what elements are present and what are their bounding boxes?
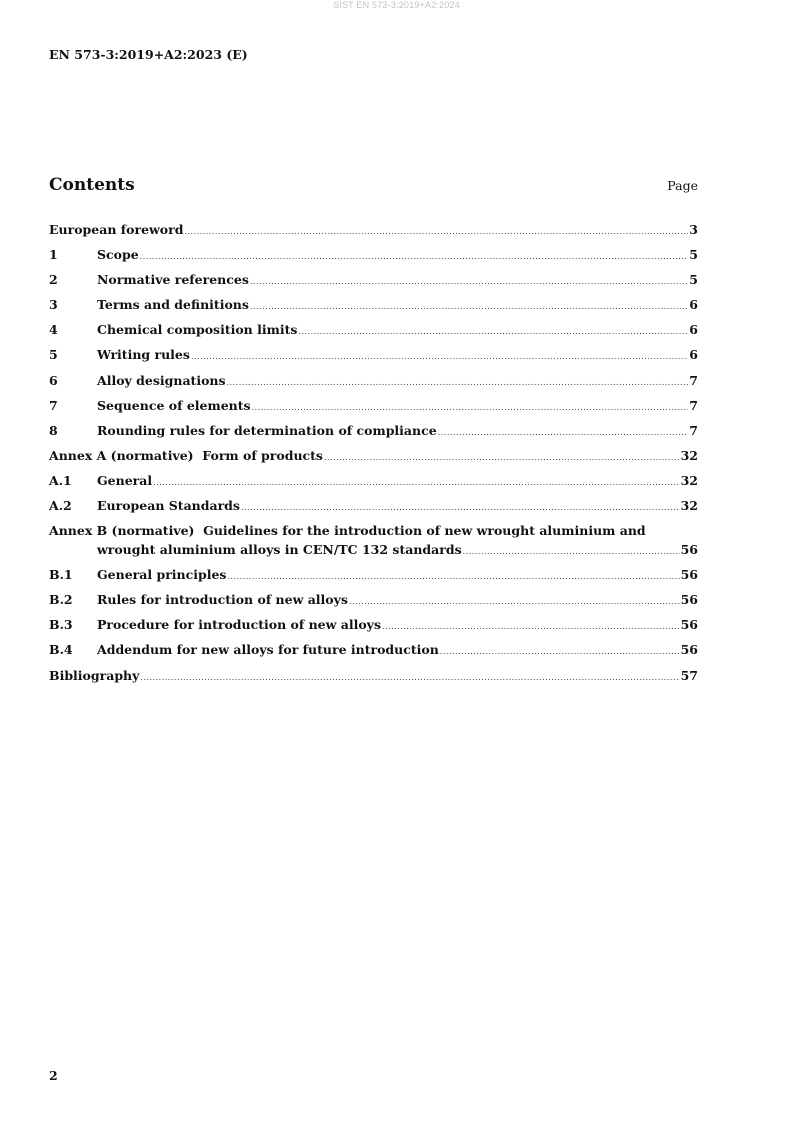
toc-entry-number: 5 bbox=[49, 347, 58, 363]
toc-entry-title-line2: wrought aluminium alloys in CEN/TC 132 standards bbox=[97, 542, 462, 558]
toc-entry-number: B.3 bbox=[49, 617, 73, 633]
toc-entry-page: 32 bbox=[680, 472, 698, 488]
toc-entry-european-foreword[interactable] bbox=[49, 222, 698, 247]
dot-leader bbox=[298, 327, 688, 336]
toc-entry-annex-a[interactable] bbox=[49, 448, 698, 473]
toc-entry-sequence-of-elements[interactable] bbox=[49, 398, 698, 423]
toc-entry-number: 3 bbox=[49, 297, 58, 313]
toc-entry-number: A.1 bbox=[49, 472, 72, 488]
toc-entry-page: 5 bbox=[689, 247, 698, 263]
toc-entry-title: General bbox=[97, 472, 153, 488]
dot-leader bbox=[324, 453, 680, 462]
page-column-label: Page bbox=[667, 178, 698, 193]
toc-entry-title: Chemical composition limits bbox=[97, 322, 298, 338]
toc-entry-b1-general-principles[interactable] bbox=[49, 567, 698, 592]
watermark: SIST EN 573-3:2019+A2:2024 bbox=[333, 0, 460, 10]
toc-entry-page: 56 bbox=[680, 542, 698, 558]
dot-leader bbox=[191, 352, 688, 361]
toc-entry-page: 56 bbox=[680, 642, 698, 658]
toc-entry-page: 6 bbox=[689, 322, 698, 338]
toc-entry-rounding-rules[interactable] bbox=[49, 423, 698, 448]
toc-entry-page: 56 bbox=[680, 567, 698, 583]
toc-entry-title: Sequence of elements bbox=[97, 397, 251, 413]
toc-entry-title: European foreword bbox=[49, 222, 184, 237]
toc-entry-page: 32 bbox=[680, 498, 698, 514]
toc-entry-title: Normative references bbox=[97, 272, 249, 288]
dot-leader bbox=[438, 428, 689, 437]
dot-leader bbox=[140, 673, 679, 682]
toc-entry-a1-general[interactable] bbox=[49, 473, 698, 498]
toc-entry-number: 1 bbox=[49, 247, 58, 263]
dot-leader bbox=[140, 252, 689, 261]
toc-entry-page: 3 bbox=[689, 222, 698, 237]
toc-entry-title: Addendum for new alloys for future introduction bbox=[97, 642, 439, 658]
dot-leader bbox=[349, 597, 680, 606]
document-reference: EN 573-3:2019+A2:2023 (E) bbox=[49, 47, 248, 62]
toc-entry-normative-references[interactable] bbox=[49, 272, 698, 297]
toc-entry-number: 4 bbox=[49, 322, 58, 338]
toc-entry-title: Alloy designations bbox=[97, 372, 226, 388]
toc-entry-b3-procedure[interactable] bbox=[49, 617, 698, 642]
toc-entry-number: B.4 bbox=[49, 642, 73, 658]
toc-entry-page: 7 bbox=[689, 372, 698, 388]
toc-entry-page: 56 bbox=[680, 592, 698, 608]
toc-entry-b2-rules[interactable] bbox=[49, 592, 698, 617]
dot-leader bbox=[440, 647, 680, 656]
toc-entry-title: European Standards bbox=[97, 498, 240, 514]
toc-entry-a2-european-standards[interactable] bbox=[49, 498, 698, 523]
toc-entry-scope[interactable] bbox=[49, 247, 698, 272]
toc-entry-title: Terms and definitions bbox=[97, 297, 249, 313]
toc-entry-title: Annex A (normative) Form of products bbox=[49, 447, 323, 463]
toc-entry-title: Rules for introduction of new alloys bbox=[97, 592, 348, 608]
toc-entry-number: B.1 bbox=[49, 567, 73, 583]
toc-entry-page: 56 bbox=[680, 617, 698, 633]
toc-entry-number: A.2 bbox=[49, 498, 72, 514]
toc-entry-number: B.2 bbox=[49, 592, 73, 608]
dot-leader bbox=[241, 503, 680, 512]
dot-leader bbox=[227, 378, 689, 387]
toc-entry-number: 6 bbox=[49, 372, 58, 388]
dot-leader bbox=[153, 478, 679, 487]
toc-entry-annex-b[interactable] bbox=[49, 523, 698, 567]
toc-entry-number: 2 bbox=[49, 272, 58, 288]
toc-entry-page: 7 bbox=[689, 422, 698, 438]
toc-entry-chemical-composition-limits[interactable] bbox=[49, 322, 698, 347]
toc-entry-number: 7 bbox=[49, 397, 58, 413]
toc-entry-writing-rules[interactable] bbox=[49, 347, 698, 372]
page-number: 2 bbox=[49, 1068, 58, 1083]
dot-leader bbox=[250, 277, 688, 286]
toc-entry-page: 32 bbox=[680, 447, 698, 463]
dot-leader bbox=[382, 622, 680, 631]
toc-entry-b4-addendum[interactable] bbox=[49, 642, 698, 667]
dot-leader bbox=[227, 572, 679, 581]
toc-entry-page: 5 bbox=[689, 272, 698, 288]
toc-entry-title: Scope bbox=[97, 247, 139, 263]
dot-leader bbox=[250, 302, 688, 311]
table-of-contents bbox=[49, 222, 698, 693]
dot-leader bbox=[463, 547, 680, 556]
toc-entry-title: General principles bbox=[97, 567, 227, 583]
toc-entry-title: Rounding rules for determination of compliance bbox=[97, 422, 437, 438]
page-title: Contents bbox=[49, 175, 135, 195]
toc-entry-alloy-designations[interactable] bbox=[49, 373, 698, 398]
toc-entry-page: 7 bbox=[689, 397, 698, 413]
dot-leader bbox=[184, 227, 688, 236]
toc-entry-title: Writing rules bbox=[97, 347, 190, 363]
dot-leader bbox=[252, 403, 689, 412]
toc-entry-page: 6 bbox=[689, 347, 698, 363]
toc-entry-page: 57 bbox=[680, 667, 698, 683]
toc-entry-title: Procedure for introduction of new alloys bbox=[97, 617, 381, 633]
toc-entry-number: 8 bbox=[49, 422, 58, 438]
toc-entry-title-line1: Annex B (normative) Guidelines for the introduction of new wrought aluminium and bbox=[49, 523, 646, 539]
toc-entry-terms-and-definitions[interactable] bbox=[49, 297, 698, 322]
toc-entry-title: Bibliography bbox=[49, 667, 140, 683]
toc-entry-page: 6 bbox=[689, 297, 698, 313]
toc-entry-bibliography[interactable] bbox=[49, 668, 698, 693]
